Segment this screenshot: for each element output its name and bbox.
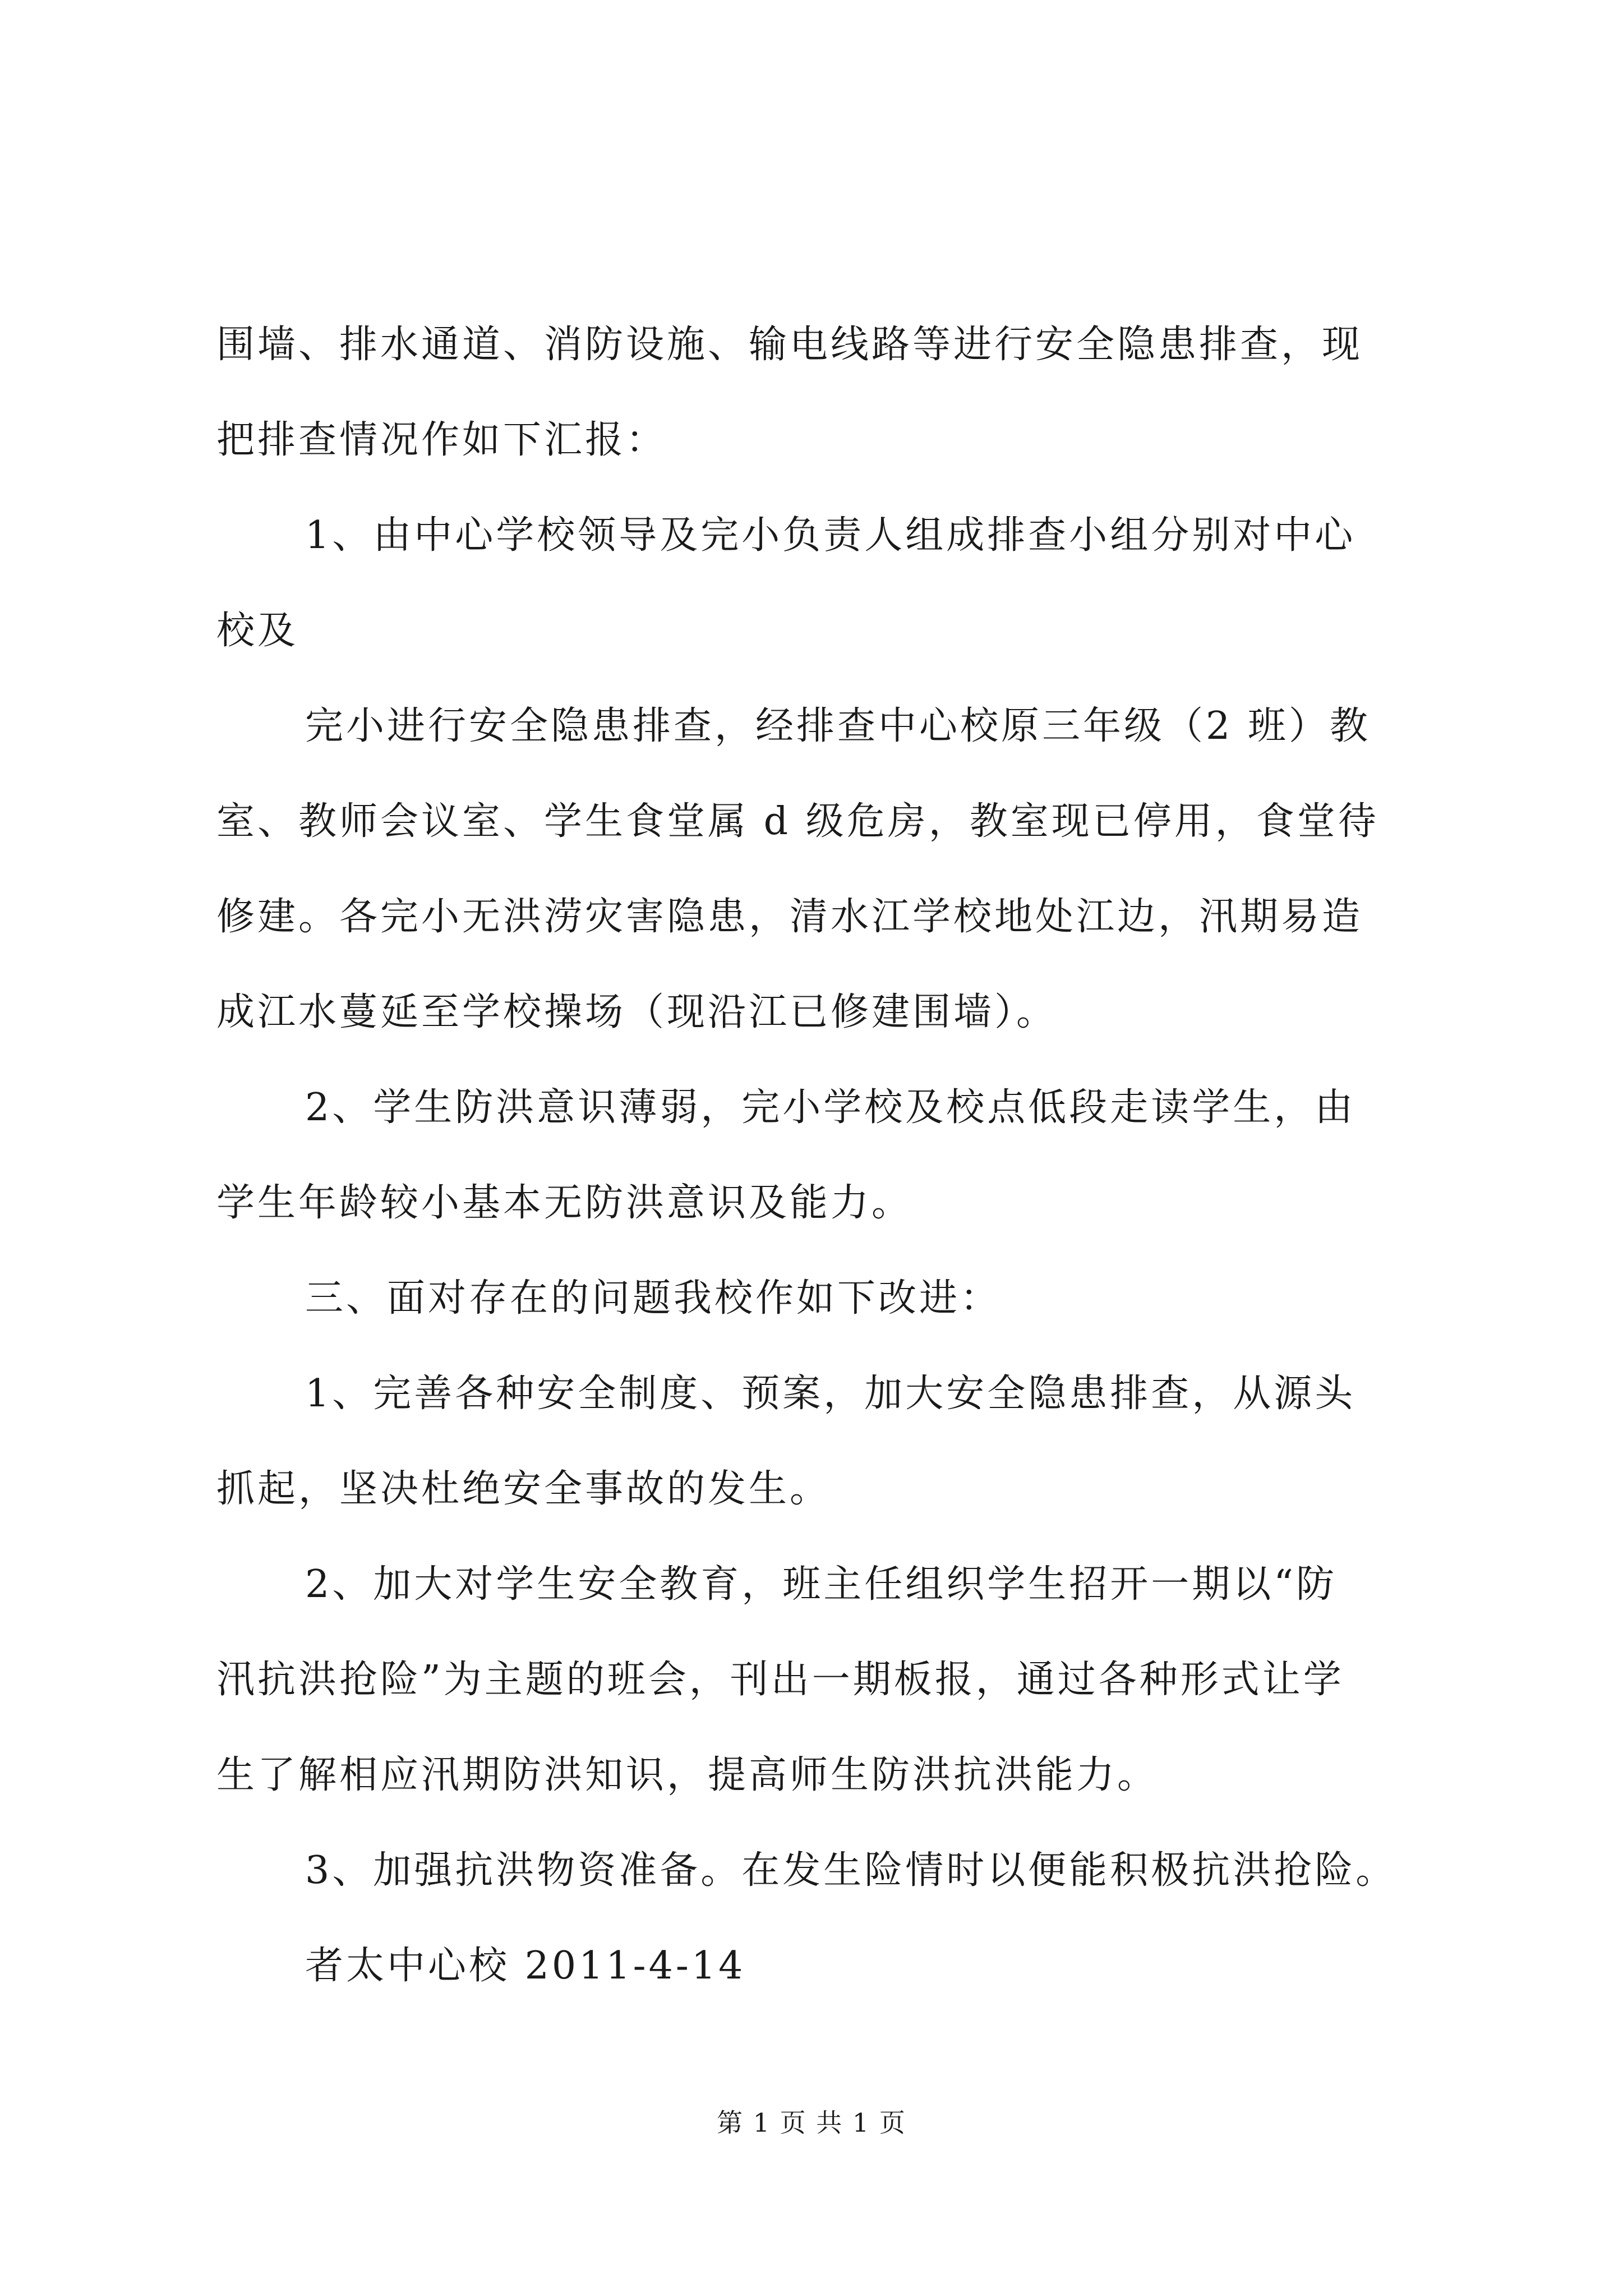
text-line: 1、由中心学校领导及完小负责人组成排查小组分别对中心 [305,513,1356,558]
text-line: 把排查情况作如下汇报： [216,418,667,462]
text-line: 围墙、排水通道、消防设施、输电线路等进行安全隐患排查，现 [216,323,1363,367]
text-line: 2、学生防洪意识薄弱，完小学校及校点低段走读学生，由 [305,1085,1356,1130]
text-line: 3、加强抗洪物资准备。在发生险情时以便能积极抗洪抢险。 [305,1848,1397,1893]
text-line: 汛抗洪抢险”为主题的班会，刊出一期板报，通过各种形式让学 [216,1658,1344,1702]
text-line: 校及 [216,609,299,653]
signature-date: 者太中心校 2011-4-14 [305,1944,746,1988]
text-line: 1、完善各种安全制度、预案，加大安全隐患排查，从源头 [305,1372,1356,1416]
text-line: 完小进行安全隐患排查，经排查中心校原三年级（2 班）教 [305,704,1371,748]
document-body [216,297,1417,2014]
text-line: 成江水蔓延至学校操场（现沿江已修建围墙）。 [216,990,1058,1034]
page-footer: 第 1 页 共 1 页 [717,2108,906,2138]
text-line: 生了解相应汛期防洪知识，提高师生防洪抗洪能力。 [216,1753,1159,1797]
text-line: 抓起，坚决杜绝安全事故的发生。 [216,1467,831,1511]
section-heading: 三、面对存在的问题我校作如下改进： [305,1276,1002,1320]
text-line: 修建。各完小无洪涝灾害隐患，清水江学校地处江边，汛期易造 [216,895,1363,939]
text-line: 学生年龄较小基本无防洪意识及能力。 [216,1181,913,1225]
text-line: 室、教师会议室、学生食堂属 d 级危房，教室现已停用，食堂待 [216,799,1379,844]
text-line: 2、加大对学生安全教育，班主任组织学生招开一期以“防 [305,1562,1338,1607]
